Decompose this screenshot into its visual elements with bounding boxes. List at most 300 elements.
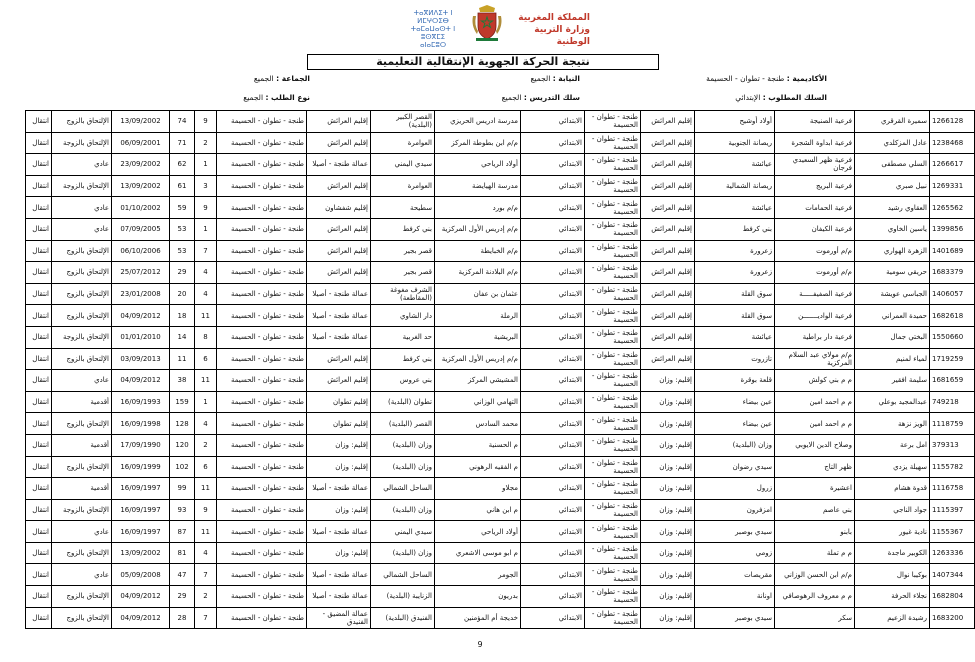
teacher-name-cell: سميرة القرقري	[855, 111, 930, 133]
teacher-name-cell: ياسين الخاوي	[855, 218, 930, 240]
destination-academy-cell: طنجة - تطوان - الحسيمة	[217, 586, 307, 608]
table-row	[26, 521, 975, 543]
destination-school-cell: الرملة	[435, 305, 521, 327]
origin-academy-cell: طنجة - تطوان - الحسيمة	[585, 240, 641, 262]
origin-school-cell: سكر	[775, 607, 855, 629]
cycle-cell: الابتدائي	[521, 154, 585, 176]
destination-academy-cell: طنجة - تطوان - الحسيمة	[217, 478, 307, 500]
destination-province-cell: عمالة طنجة - أصيلا	[307, 326, 371, 348]
destination-province-cell: عمالة طنجة - أصيلا	[307, 154, 371, 176]
request-type-cell: الإلتحاق بالزوج	[52, 262, 112, 284]
teacher-id-cell: 1155367	[930, 521, 975, 543]
hire-date-cell: 04/09/2012	[112, 607, 170, 629]
table-row	[26, 370, 975, 392]
hire-date-cell: 16/09/1997	[112, 478, 170, 500]
cycle-cell: الابتدائي	[521, 326, 585, 348]
origin-province-cell: إقليم العرائش	[641, 326, 695, 348]
teacher-name-cell: امل برعة	[855, 434, 930, 456]
teacher-id-cell: 379313	[930, 434, 975, 456]
choice-rank-cell: 4	[195, 262, 217, 284]
cycle-cell: الابتدائي	[521, 305, 585, 327]
origin-school-cell: م/م ابن الحسن الوزاني	[775, 564, 855, 586]
origin-commune-cell: سيدي رضوان	[695, 456, 775, 478]
request-type-cell: الإلتحاق بالزوج	[52, 283, 112, 305]
hire-date-cell: 01/01/2010	[112, 326, 170, 348]
teacher-id-cell: 1116758	[930, 478, 975, 500]
choice-rank-cell: 4	[195, 283, 217, 305]
teacher-id-cell: 1683200	[930, 607, 975, 629]
origin-commune-cell: سوق القلة	[695, 305, 775, 327]
cycle-cell: الابتدائي	[521, 586, 585, 608]
destination-school-cell: محمد السادس	[435, 413, 521, 435]
destination-academy-cell: طنجة - تطوان - الحسيمة	[217, 218, 307, 240]
origin-school-cell: فرعية ظهر السعيدي فرجان	[775, 154, 855, 176]
cycle-cell: الابتدائي	[521, 499, 585, 521]
academy-value: طنجة - تطوان - الحسيمة	[706, 74, 785, 83]
destination-commune-cell: حد الغربية	[371, 326, 435, 348]
destination-academy-cell: طنجة - تطوان - الحسيمة	[217, 262, 307, 284]
teaching-cycle-value: الجميع	[501, 93, 522, 102]
cycle-cell: الابتدائي	[521, 564, 585, 586]
destination-academy-cell: طنجة - تطوان - الحسيمة	[217, 607, 307, 629]
teacher-name-cell: العقاوي رشيد	[855, 197, 930, 219]
score-cell: 87	[170, 521, 195, 543]
academy-label: الأكاديمية :	[786, 74, 827, 83]
destination-province-cell: إقليم العرائش	[307, 218, 371, 240]
movement-type-cell: انتقال	[26, 132, 52, 154]
destination-province-cell: عمالة طنجة - أصيلا	[307, 521, 371, 543]
destination-commune-cell: تطوان (البلدية)	[371, 391, 435, 413]
cycle-cell: الابتدائي	[521, 370, 585, 392]
teacher-id-cell: 1401689	[930, 240, 975, 262]
cycle-cell: الابتدائي	[521, 111, 585, 133]
origin-academy-cell: طنجة - تطوان - الحسيمة	[585, 283, 641, 305]
destination-school-cell: م/م بورد	[435, 197, 521, 219]
request-type-field	[243, 93, 310, 102]
cycle-cell: الابتدائي	[521, 434, 585, 456]
ministry-title	[506, 12, 590, 48]
destination-province-cell: عمالة طنجة - أصيلا	[307, 586, 371, 608]
destination-school-cell: م الحسنية	[435, 434, 521, 456]
request-type-cell: الإلتحاق بالزوج	[52, 456, 112, 478]
origin-province-cell: إقليم: وزان	[641, 456, 695, 478]
table-row	[26, 305, 975, 327]
destination-province-cell: عمالة طنجة - أصيلا	[307, 564, 371, 586]
origin-commune-cell: بني كرفط	[695, 218, 775, 240]
destination-academy-cell: طنجة - تطوان - الحسيمة	[217, 564, 307, 586]
origin-commune-cell: سوق القلة	[695, 283, 775, 305]
cycle-cell: الابتدائي	[521, 542, 585, 564]
table-row	[26, 154, 975, 176]
destination-province-cell: عمالة طنجة - أصيلا	[307, 478, 371, 500]
table-row	[26, 132, 975, 154]
origin-academy-cell: طنجة - تطوان - الحسيمة	[585, 218, 641, 240]
choice-rank-cell: 3	[195, 175, 217, 197]
request-type-cell: الإلتحاق بالزوج	[52, 305, 112, 327]
cycle-cell: الابتدائي	[521, 240, 585, 262]
origin-province-cell: إقليم العرائش	[641, 175, 695, 197]
origin-academy-cell: طنجة - تطوان - الحسيمة	[585, 326, 641, 348]
cycle-cell: الابتدائي	[521, 175, 585, 197]
origin-commune-cell: أولاد أوشيح	[695, 111, 775, 133]
origin-commune-cell: عيائشة	[695, 326, 775, 348]
cycle-cell: الابتدائي	[521, 391, 585, 413]
origin-academy-cell: طنجة - تطوان - الحسيمة	[585, 499, 641, 521]
choice-rank-cell: 7	[195, 564, 217, 586]
destination-academy-cell: طنجة - تطوان - الحسيمة	[217, 197, 307, 219]
required-cycle-value: الإبتدائي	[735, 93, 761, 102]
origin-province-cell: إقليم العرائش	[641, 197, 695, 219]
origin-province-cell: إقليم: وزان	[641, 607, 695, 629]
destination-school-cell: م ابو موسى الاشعري	[435, 542, 521, 564]
teacher-id-cell: 1266617	[930, 154, 975, 176]
movement-type-cell: انتقال	[26, 478, 52, 500]
destination-province-cell: عمالة المضيق - الفنيدق	[307, 607, 371, 629]
destination-commune-cell: قصر بجير	[371, 240, 435, 262]
request-type-value: الجميع	[243, 93, 264, 102]
table-row	[26, 434, 975, 456]
request-type-cell: أقدمية	[52, 478, 112, 500]
score-cell: 11	[170, 348, 195, 370]
origin-academy-cell: طنجة - تطوان - الحسيمة	[585, 370, 641, 392]
cycle-cell: الابتدائي	[521, 262, 585, 284]
cycle-cell: الابتدائي	[521, 132, 585, 154]
origin-school-cell: م م معروف الرهوصافي	[775, 586, 855, 608]
origin-academy-cell: طنجة - تطوان - الحسيمة	[585, 348, 641, 370]
tifinagh-line: ⴰⵏⴰⵎⵓⵔ	[419, 41, 447, 49]
hire-date-cell: 03/09/2013	[112, 348, 170, 370]
request-type-cell: الإلتحاق بالزوجة	[52, 175, 112, 197]
destination-school-cell: أولاد الرياحي	[435, 154, 521, 176]
movement-type-cell: انتقال	[26, 305, 52, 327]
hire-date-cell: 04/09/2012	[112, 370, 170, 392]
score-cell: 93	[170, 499, 195, 521]
table-row	[26, 607, 975, 629]
teacher-name-cell: سليمة افقير	[855, 370, 930, 392]
origin-school-cell: فرعية الصفيفـــــة	[775, 283, 855, 305]
destination-commune-cell: سطيحة	[371, 197, 435, 219]
destination-school-cell: مجلاو	[435, 478, 521, 500]
teacher-id-cell: 1263336	[930, 542, 975, 564]
movement-type-cell: انتقال	[26, 564, 52, 586]
origin-commune-cell: زعرورة	[695, 262, 775, 284]
destination-school-cell: المشيشي المركز	[435, 370, 521, 392]
request-type-cell: الإلتحاق بالزوج	[52, 542, 112, 564]
origin-school-cell: م/م أورموت	[775, 240, 855, 262]
origin-commune-cell: سيدي بوصبر	[695, 607, 775, 629]
origin-academy-cell: طنجة - تطوان - الحسيمة	[585, 197, 641, 219]
hire-date-cell: 07/09/2005	[112, 218, 170, 240]
movement-type-cell: انتقال	[26, 326, 52, 348]
destination-academy-cell: طنجة - تطوان - الحسيمة	[217, 175, 307, 197]
commune-field	[254, 74, 310, 83]
request-type-cell: أقدمية	[52, 434, 112, 456]
cycle-cell: الابتدائي	[521, 607, 585, 629]
request-type-cell: الإلتحاق بالزوجة	[52, 326, 112, 348]
origin-school-cell: م م تملة	[775, 542, 855, 564]
teacher-id-cell: 1115397	[930, 499, 975, 521]
destination-commune-cell: وزان (البلدية)	[371, 434, 435, 456]
commune-label: الجماعة :	[276, 74, 310, 83]
request-type-cell: عادي	[52, 564, 112, 586]
choice-rank-cell: 11	[195, 478, 217, 500]
destination-commune-cell: العوامرة	[371, 175, 435, 197]
required-cycle-field	[735, 93, 827, 102]
hire-date-cell: 17/09/1990	[112, 434, 170, 456]
teacher-name-cell: عبدالمجيد بوعلي	[855, 391, 930, 413]
origin-province-cell: إقليم: وزان	[641, 542, 695, 564]
destination-commune-cell: الساحل الشمالي	[371, 564, 435, 586]
movement-type-cell: انتقال	[26, 370, 52, 392]
teacher-name-cell: نجلاء الحرفة	[855, 586, 930, 608]
table-row	[26, 586, 975, 608]
teacher-id-cell: 1399856	[930, 218, 975, 240]
score-cell: 18	[170, 305, 195, 327]
origin-province-cell: إقليم العرائش	[641, 262, 695, 284]
destination-academy-cell: طنجة - تطوان - الحسيمة	[217, 154, 307, 176]
score-cell: 99	[170, 478, 195, 500]
origin-commune-cell: عيائشة	[695, 154, 775, 176]
teacher-id-cell: 1266128	[930, 111, 975, 133]
destination-province-cell: إقليم العرائش	[307, 240, 371, 262]
page-number: 9	[477, 640, 483, 649]
hire-date-cell: 16/09/1997	[112, 521, 170, 543]
origin-commune-cell: قلعة بوقرة	[695, 370, 775, 392]
teaching-cycle-field	[502, 93, 580, 102]
teacher-id-cell: 1719259	[930, 348, 975, 370]
movement-type-cell: انتقال	[26, 586, 52, 608]
hire-date-cell: 23/09/2002	[112, 154, 170, 176]
hire-date-cell: 13/09/2002	[112, 175, 170, 197]
destination-province-cell: إقليم: وزان	[307, 499, 371, 521]
origin-province-cell: إقليم: وزان	[641, 434, 695, 456]
score-cell: 38	[170, 370, 195, 392]
origin-academy-cell: طنجة - تطوان - الحسيمة	[585, 434, 641, 456]
coat-of-arms-icon	[470, 4, 504, 42]
origin-academy-cell: طنجة - تطوان - الحسيمة	[585, 521, 641, 543]
origin-province-cell: إقليم: وزان	[641, 564, 695, 586]
table-row	[26, 326, 975, 348]
origin-school-cell: فرعية ابداوة الشجرة	[775, 132, 855, 154]
hire-date-cell: 16/09/1999	[112, 456, 170, 478]
hire-date-cell: 16/09/1993	[112, 391, 170, 413]
ministry-line: وزارة التربية الوطنية	[534, 25, 590, 47]
destination-province-cell: إقليم العرائش	[307, 132, 371, 154]
destination-commune-cell: دار الشاوي	[371, 305, 435, 327]
destination-commune-cell: وزان (البلدية)	[371, 456, 435, 478]
cycle-cell: الابتدائي	[521, 521, 585, 543]
request-type-cell: الإلتحاق بالزوج	[52, 240, 112, 262]
teacher-id-cell: 1682618	[930, 305, 975, 327]
request-type-cell: الإلتحاق بالزوج	[52, 413, 112, 435]
choice-rank-cell: 2	[195, 434, 217, 456]
teacher-name-cell: نادية غيور	[855, 521, 930, 543]
table-row	[26, 478, 975, 500]
destination-commune-cell: بني كرفط	[371, 348, 435, 370]
table-row	[26, 413, 975, 435]
origin-province-cell: إقليم: وزان	[641, 413, 695, 435]
table-row	[26, 542, 975, 564]
origin-school-cell: فرعية البريج	[775, 175, 855, 197]
origin-academy-cell: طنجة - تطوان - الحسيمة	[585, 111, 641, 133]
destination-academy-cell: طنجة - تطوان - الحسيمة	[217, 542, 307, 564]
movement-type-cell: انتقال	[26, 413, 52, 435]
destination-academy-cell: طنجة - تطوان - الحسيمة	[217, 111, 307, 133]
movement-type-cell: انتقال	[26, 348, 52, 370]
table-row	[26, 564, 975, 586]
hire-date-cell: 05/09/2008	[112, 564, 170, 586]
table-row	[26, 218, 975, 240]
destination-school-cell: بدريون	[435, 586, 521, 608]
document-header	[0, 0, 960, 50]
choice-rank-cell: 6	[195, 348, 217, 370]
destination-commune-cell: سيدي اليمني	[371, 521, 435, 543]
destination-school-cell: م/م البلادنة المركزية	[435, 262, 521, 284]
origin-school-cell: فرعية الكيفان	[775, 218, 855, 240]
origin-academy-cell: طنجة - تطوان - الحسيمة	[585, 478, 641, 500]
teacher-name-cell: حريقي سومية	[855, 262, 930, 284]
cycle-cell: الابتدائي	[521, 218, 585, 240]
destination-commune-cell: قصر بجير	[371, 262, 435, 284]
origin-school-cell: بابنو	[775, 521, 855, 543]
teacher-name-cell: السلي مصطفى	[855, 154, 930, 176]
choice-rank-cell: 11	[195, 305, 217, 327]
cycle-cell: الابتدائي	[521, 478, 585, 500]
movement-type-cell: انتقال	[26, 240, 52, 262]
destination-academy-cell: طنجة - تطوان - الحسيمة	[217, 391, 307, 413]
movement-type-cell: انتقال	[26, 607, 52, 629]
score-cell: 20	[170, 283, 195, 305]
origin-academy-cell: طنجة - تطوان - الحسيمة	[585, 154, 641, 176]
destination-commune-cell: وزان (البلدية)	[371, 499, 435, 521]
required-cycle-label: السلك المطلوب :	[762, 93, 827, 102]
destination-province-cell: إقليم العرائش	[307, 262, 371, 284]
destination-academy-cell: طنجة - تطوان - الحسيمة	[217, 240, 307, 262]
origin-commune-cell: امزفرون	[695, 499, 775, 521]
choice-rank-cell: 9	[195, 197, 217, 219]
teacher-name-cell: لمياء لمنيم	[855, 348, 930, 370]
teacher-name-cell: عادل المزكلدي	[855, 132, 930, 154]
choice-rank-cell: 2	[195, 586, 217, 608]
origin-commune-cell: مقريصات	[695, 564, 775, 586]
destination-commune-cell: العوامرة	[371, 132, 435, 154]
destination-academy-cell: طنجة - تطوان - الحسيمة	[217, 456, 307, 478]
score-cell: 102	[170, 456, 195, 478]
teacher-name-cell: قدوة هشام	[855, 478, 930, 500]
teacher-name-cell: نبيل صبري	[855, 175, 930, 197]
teacher-id-cell: 1406057	[930, 283, 975, 305]
destination-school-cell: خديجة أم المؤمنين	[435, 607, 521, 629]
origin-province-cell: إقليم: وزان	[641, 499, 695, 521]
teacher-id-cell: 1407344	[930, 564, 975, 586]
teacher-id-cell: 1155782	[930, 456, 975, 478]
request-type-cell: الإلتحاق بالزوج	[52, 348, 112, 370]
movement-type-cell: انتقال	[26, 499, 52, 521]
results-table	[25, 110, 975, 629]
origin-commune-cell: زعرورة	[695, 240, 775, 262]
destination-school-cell: مدرسة ادريس الحريزي	[435, 111, 521, 133]
movement-type-cell: انتقال	[26, 521, 52, 543]
origin-school-cell: م م بني كولش	[775, 370, 855, 392]
destination-commune-cell: سيدي اليمني	[371, 154, 435, 176]
movement-type-cell: انتقال	[26, 456, 52, 478]
destination-commune-cell: القصر الكبير (البلدية)	[371, 111, 435, 133]
origin-commune-cell: عين بيضاء	[695, 413, 775, 435]
destination-commune-cell: وزان (البلدية)	[371, 542, 435, 564]
origin-academy-cell: طنجة - تطوان - الحسيمة	[585, 413, 641, 435]
choice-rank-cell: 11	[195, 521, 217, 543]
destination-academy-cell: طنجة - تطوان - الحسيمة	[217, 370, 307, 392]
hire-date-cell: 04/09/2012	[112, 305, 170, 327]
hire-date-cell: 16/09/1997	[112, 499, 170, 521]
choice-rank-cell: 4	[195, 413, 217, 435]
table-row	[26, 499, 975, 521]
destination-commune-cell: الساحل الشمالي	[371, 478, 435, 500]
table-row	[26, 283, 975, 305]
kingdom-line: المملكة المغربية	[518, 13, 590, 23]
niyaba-field	[530, 74, 580, 83]
movement-type-cell: انتقال	[26, 391, 52, 413]
movement-type-cell: انتقال	[26, 175, 52, 197]
score-cell: 29	[170, 586, 195, 608]
destination-academy-cell: طنجة - تطوان - الحسيمة	[217, 132, 307, 154]
score-cell: 29	[170, 262, 195, 284]
score-cell: 71	[170, 132, 195, 154]
results-table-body	[26, 111, 975, 629]
origin-school-cell: م/م أورموت	[775, 262, 855, 284]
choice-rank-cell: 8	[195, 326, 217, 348]
teaching-cycle-label: سلك التدريس :	[523, 93, 580, 102]
score-cell: 81	[170, 542, 195, 564]
teacher-name-cell: الجباسي عويشة	[855, 283, 930, 305]
teacher-name-cell: رشيدة الزعيم	[855, 607, 930, 629]
score-cell: 159	[170, 391, 195, 413]
movement-type-cell: انتقال	[26, 283, 52, 305]
request-type-cell: الإلتحاق بالزوج	[52, 586, 112, 608]
teacher-id-cell: 1683379	[930, 262, 975, 284]
destination-province-cell: إقليم: وزان	[307, 456, 371, 478]
choice-rank-cell: 9	[195, 111, 217, 133]
score-cell: 59	[170, 197, 195, 219]
destination-school-cell: مدرسة الهيايضة	[435, 175, 521, 197]
destination-province-cell: إقليم تطوان	[307, 413, 371, 435]
movement-type-cell: انتقال	[26, 542, 52, 564]
score-cell: 128	[170, 413, 195, 435]
choice-rank-cell: 2	[195, 132, 217, 154]
origin-commune-cell: وزان (البلدية)	[695, 434, 775, 456]
destination-school-cell: م الفقيه الرهوني	[435, 456, 521, 478]
teacher-id-cell: 1550660	[930, 326, 975, 348]
table-row	[26, 262, 975, 284]
origin-academy-cell: طنجة - تطوان - الحسيمة	[585, 391, 641, 413]
teacher-name-cell: حميدة العمراني	[855, 305, 930, 327]
destination-province-cell: إقليم العرائش	[307, 111, 371, 133]
score-cell: 62	[170, 154, 195, 176]
choice-rank-cell: 1	[195, 391, 217, 413]
choice-rank-cell: 1	[195, 218, 217, 240]
teacher-name-cell: سهيلة يزدي	[855, 456, 930, 478]
destination-academy-cell: طنجة - تطوان - الحسيمة	[217, 434, 307, 456]
teacher-name-cell: الكوبير ماجدة	[855, 542, 930, 564]
origin-academy-cell: طنجة - تطوان - الحسيمة	[585, 175, 641, 197]
table-row	[26, 391, 975, 413]
destination-commune-cell: الشرف مغوغة (المقاطعة)	[371, 283, 435, 305]
destination-commune-cell: القصر (البلدية)	[371, 413, 435, 435]
request-type-cell: عادي	[52, 154, 112, 176]
table-row	[26, 240, 975, 262]
teacher-name-cell: الزهرة الهواري	[855, 240, 930, 262]
score-cell: 47	[170, 564, 195, 586]
